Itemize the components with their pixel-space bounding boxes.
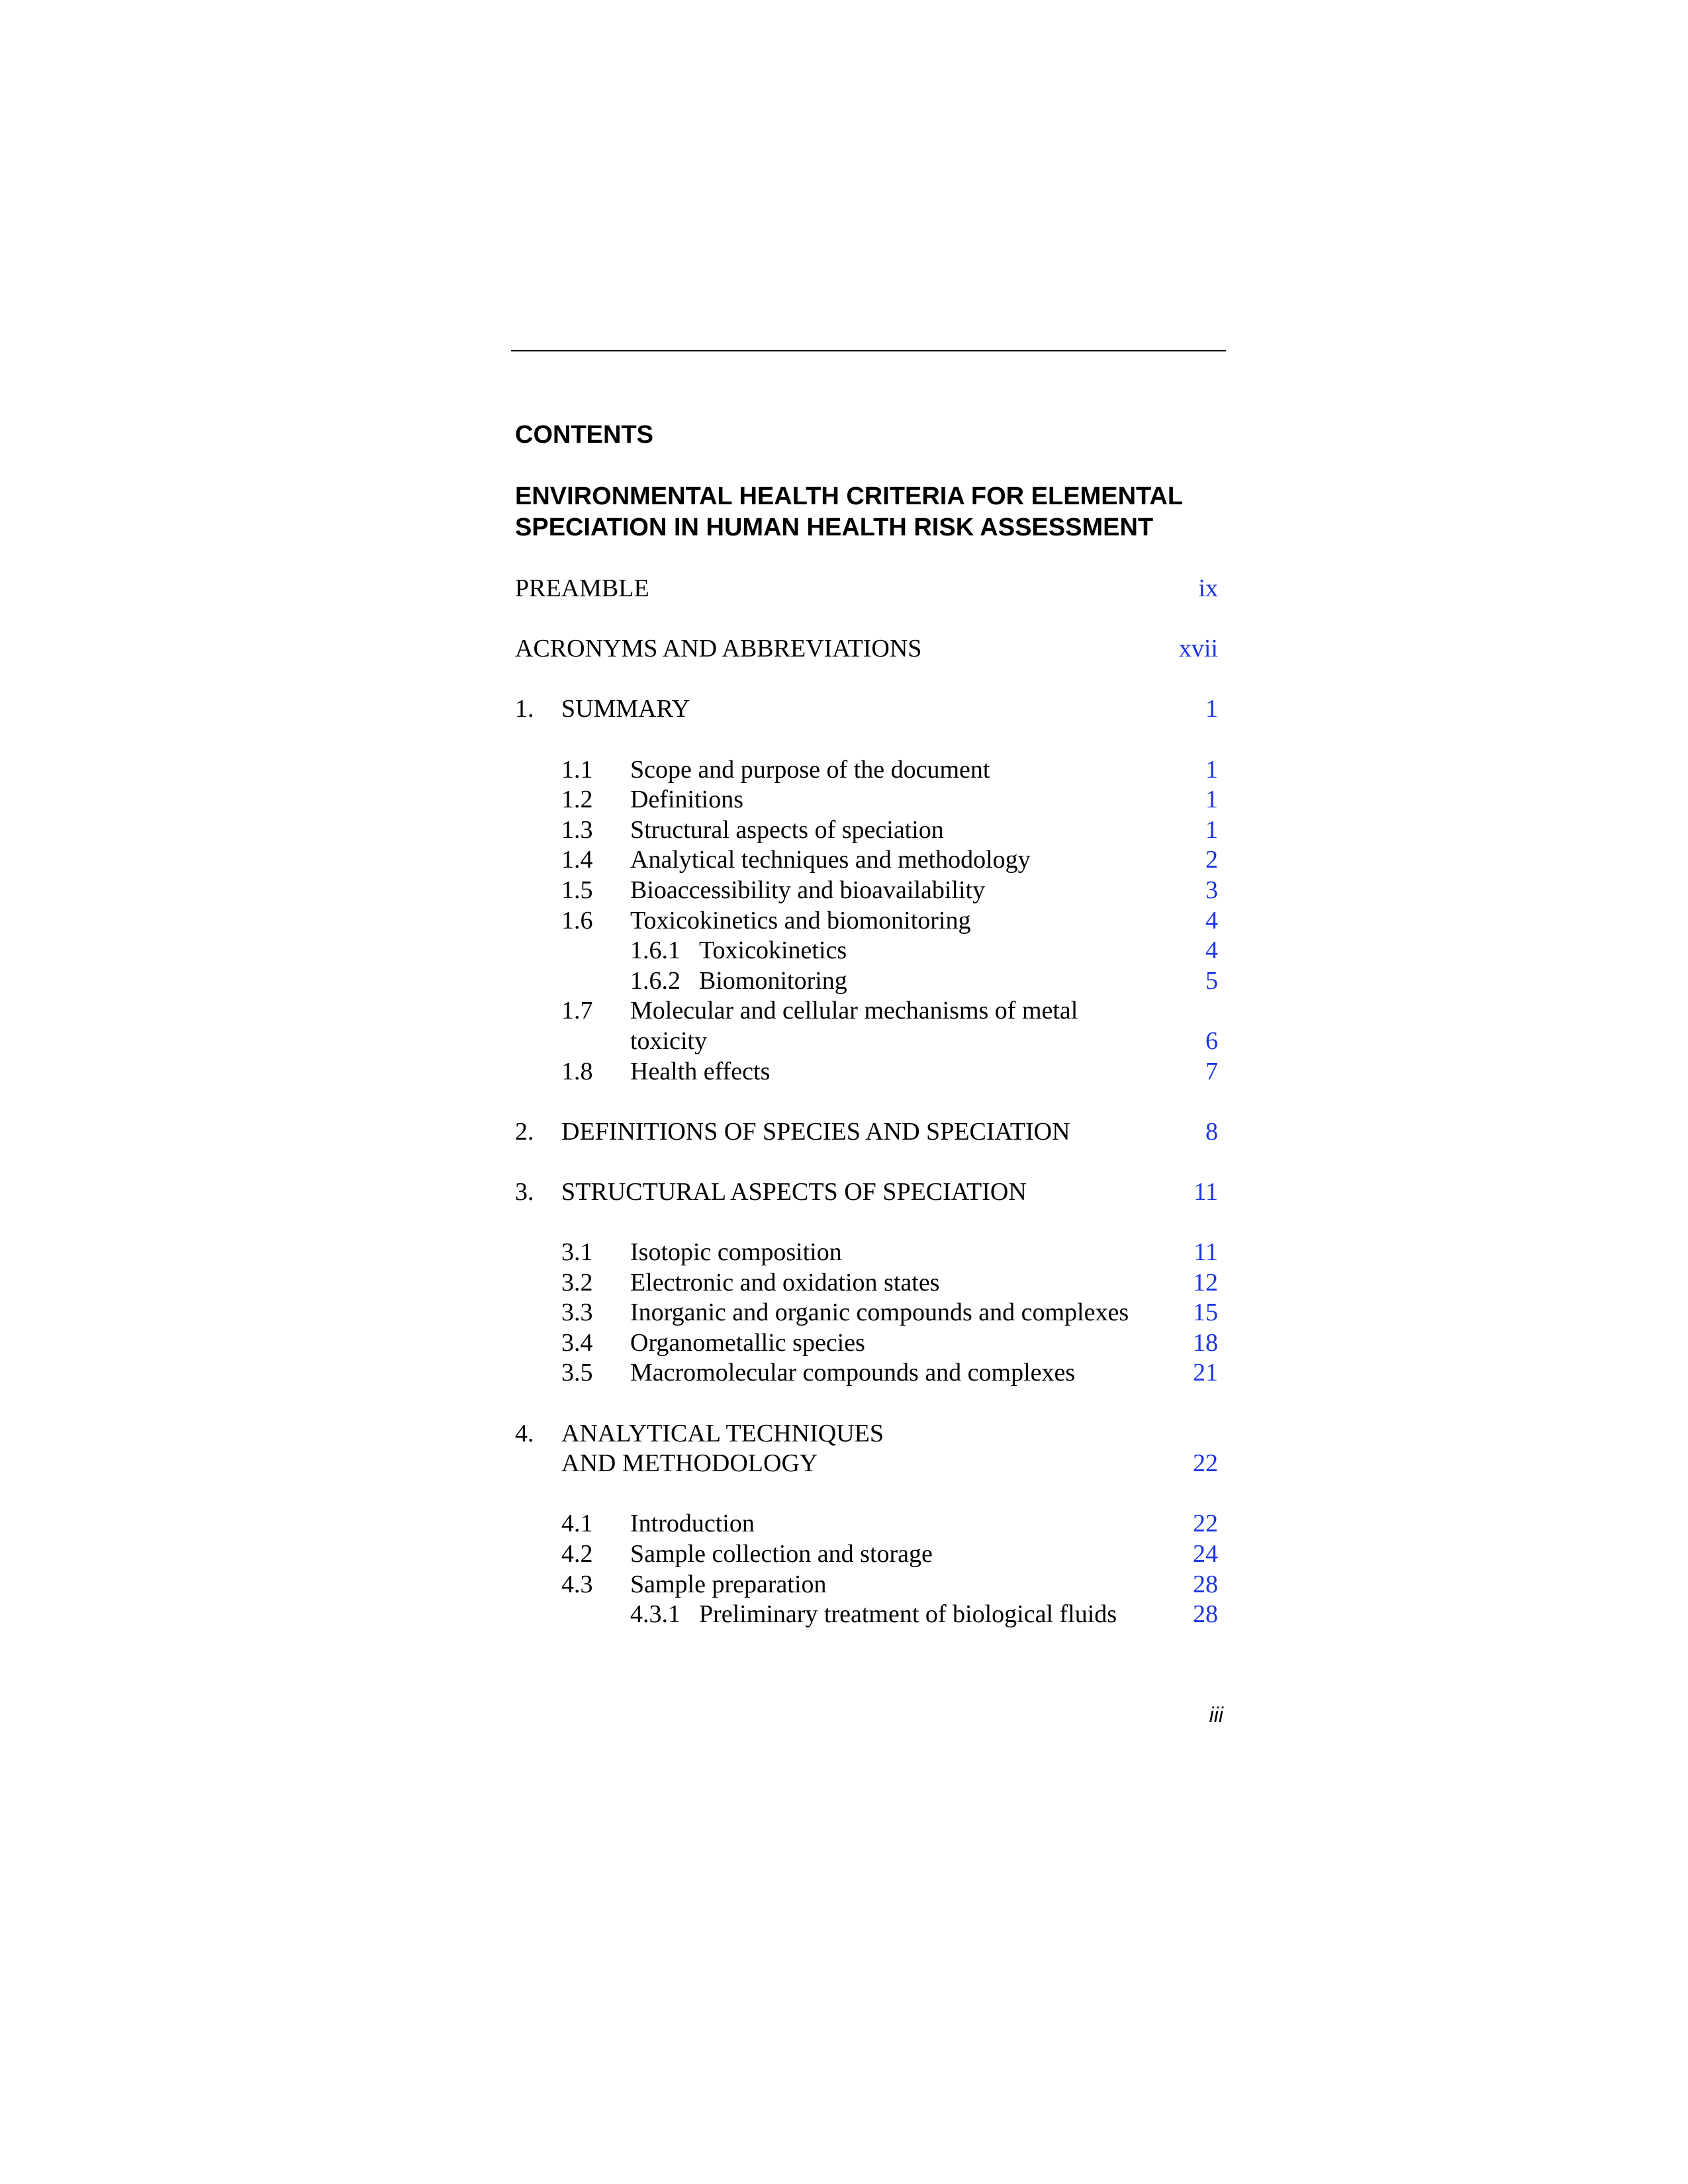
toc-entry-chapter-3	[515, 1177, 1221, 1208]
toc-entry-section-1-1	[515, 755, 1221, 786]
toc-entry-section-3-5	[515, 1358, 1221, 1388]
header-rule	[511, 350, 1226, 351]
toc-entry-section-1-5	[515, 876, 1221, 906]
toc-entry-label: Definitions	[630, 786, 743, 814]
toc-entry-label: Organometallic species	[630, 1328, 865, 1357]
toc-entry-number: 4.1	[561, 1510, 593, 1538]
toc-page-link[interactable]: 18	[1193, 1328, 1218, 1357]
toc-entry-label: ACRONYMS AND ABBREVIATIONS	[515, 635, 922, 663]
toc-entry-section-3-1	[515, 1238, 1221, 1268]
toc-entry-number: 1.7	[561, 997, 593, 1025]
toc-entry-number: 1.3	[561, 815, 593, 844]
toc-page-link[interactable]: 1	[1205, 755, 1218, 784]
toc-page-link[interactable]: 11	[1194, 1238, 1218, 1267]
toc-entry-label: Health effects	[630, 1057, 771, 1085]
toc-page-link[interactable]: 28	[1193, 1600, 1218, 1629]
toc-entry-number: 3.3	[561, 1298, 593, 1327]
toc-entry-label: Structural aspects of speciation	[630, 815, 944, 844]
toc-page-link[interactable]: 4	[1205, 936, 1218, 965]
page-number: iii	[1209, 1703, 1223, 1727]
toc-page-link[interactable]: 22	[1193, 1449, 1218, 1478]
toc-entry-number: 3.2	[561, 1268, 593, 1297]
toc-entry-section-1-3	[515, 815, 1221, 846]
toc-entry-label: Sample preparation	[630, 1570, 827, 1598]
toc-entry-section-3-2	[515, 1268, 1221, 1298]
toc-entry-acronyms	[515, 634, 1221, 664]
toc-entry-chapter-4	[515, 1419, 1221, 1479]
toc-entry-number: 1.6.1	[630, 936, 680, 965]
toc-entry-label: Introduction	[630, 1510, 755, 1538]
toc-entry-section-4-3	[515, 1570, 1221, 1600]
toc-page-link[interactable]: 24	[1193, 1540, 1218, 1568]
toc-page-link[interactable]: 8	[1205, 1117, 1218, 1146]
toc-entry-chapter-2	[515, 1117, 1221, 1148]
toc-entry-section-1-7	[515, 996, 1221, 1056]
toc-entry-number: 1.4	[561, 846, 593, 874]
toc-entry-subsection-1-6-1	[515, 936, 1221, 966]
toc-entry-section-1-4	[515, 845, 1221, 876]
toc-entry-number: 3.4	[561, 1328, 593, 1357]
toc-page-link[interactable]: 1	[1205, 786, 1218, 814]
toc-page-link[interactable]: 1	[1205, 815, 1218, 844]
toc-entry-number: 1.6	[561, 906, 593, 934]
toc-entry-label: Toxicokinetics and biomonitoring	[630, 906, 971, 934]
toc-page-link[interactable]: 7	[1205, 1057, 1218, 1085]
toc-entry-number: 1.	[515, 695, 534, 723]
toc-entry-label: Sample collection and storage	[630, 1540, 933, 1568]
toc-entry-label: Preliminary treatment of biological fluids	[699, 1600, 1117, 1629]
toc-entry-number: 4.3	[561, 1570, 593, 1598]
document-title: ENVIRONMENTAL HEALTH CRITERIA FOR ELEMENTAL SPECIATION IN HUMAN HEALTH RISK ASSESSMENT	[515, 482, 1183, 541]
toc-entry-number: 1.2	[561, 786, 593, 814]
toc-entry-number: 1.1	[561, 755, 593, 784]
toc-page-link[interactable]: 5	[1205, 966, 1218, 995]
toc-entry-label: DEFINITIONS OF SPECIES AND SPECIATION	[561, 1117, 1070, 1146]
toc-entry-label: Macromolecular compounds and complexes	[630, 1359, 1076, 1387]
toc-page-link[interactable]: 21	[1193, 1359, 1218, 1387]
toc-page-link[interactable]: 15	[1193, 1298, 1218, 1327]
toc-entry-number: 4.	[515, 1419, 534, 1447]
toc-entry-subsection-4-3-1	[515, 1600, 1221, 1630]
toc-page-link[interactable]: xvii	[1178, 635, 1218, 663]
toc-entry-section-3-4	[515, 1328, 1221, 1359]
toc-entry-section-1-8	[515, 1057, 1221, 1087]
toc-entry-label: Electronic and oxidation states	[630, 1268, 940, 1297]
toc-entry-number: 4.2	[561, 1540, 593, 1568]
toc-entry-label: Molecular and cellular mechanisms of metal toxicity	[630, 997, 1078, 1055]
contents-heading: CONTENTS	[515, 421, 653, 449]
contents-page	[515, 410, 1221, 1630]
toc-entry-section-4-1	[515, 1509, 1221, 1539]
toc-entry-number: 1.8	[561, 1057, 593, 1085]
toc-page-link[interactable]: 2	[1205, 846, 1218, 874]
toc-entry-label: ANALYTICAL TECHNIQUES AND METHODOLOGY	[561, 1419, 884, 1478]
table-of-contents	[515, 574, 1221, 1630]
toc-entry-label: STRUCTURAL ASPECTS OF SPECIATION	[561, 1177, 1027, 1206]
toc-page-link[interactable]: 28	[1193, 1570, 1218, 1598]
toc-page-link[interactable]: 4	[1205, 906, 1218, 934]
toc-page-link[interactable]: 3	[1205, 876, 1218, 904]
toc-entry-label: Analytical techniques and methodology	[630, 846, 1031, 874]
toc-entry-number: 3.	[515, 1177, 534, 1206]
toc-entry-number: 4.3.1	[630, 1600, 680, 1629]
toc-page-link[interactable]: ix	[1198, 574, 1218, 602]
toc-entry-section-1-2	[515, 785, 1221, 815]
toc-entry-number: 3.5	[561, 1359, 593, 1387]
toc-entry-number: 3.1	[561, 1238, 593, 1267]
toc-entry-label: Scope and purpose of the document	[630, 755, 990, 784]
toc-page-link[interactable]: 1	[1205, 695, 1218, 723]
toc-entry-label: SUMMARY	[561, 695, 690, 723]
toc-page-link[interactable]: 22	[1193, 1510, 1218, 1538]
toc-page-link[interactable]: 11	[1194, 1177, 1218, 1206]
toc-entry-label: Isotopic composition	[630, 1238, 842, 1267]
toc-entry-section-4-2	[515, 1539, 1221, 1570]
toc-entry-number: 1.6.2	[630, 966, 680, 995]
toc-entry-label: PREAMBLE	[515, 574, 649, 602]
toc-entry-preamble	[515, 574, 1221, 604]
toc-entry-label: Toxicokinetics	[699, 936, 847, 965]
toc-entry-label: Biomonitoring	[699, 966, 847, 995]
toc-entry-label: Bioaccessibility and bioavailability	[630, 876, 986, 904]
toc-entry-section-3-3	[515, 1298, 1221, 1328]
toc-page-link[interactable]: 6	[1205, 1026, 1218, 1055]
toc-entry-label: Inorganic and organic compounds and complexes	[630, 1298, 1129, 1327]
toc-entry-section-1-6	[515, 906, 1221, 936]
toc-entry-subsection-1-6-2	[515, 966, 1221, 997]
toc-entry-number: 1.5	[561, 876, 593, 904]
toc-entry-number: 2.	[515, 1117, 534, 1146]
toc-entry-chapter-1	[515, 694, 1221, 725]
toc-page-link[interactable]: 12	[1193, 1268, 1218, 1297]
